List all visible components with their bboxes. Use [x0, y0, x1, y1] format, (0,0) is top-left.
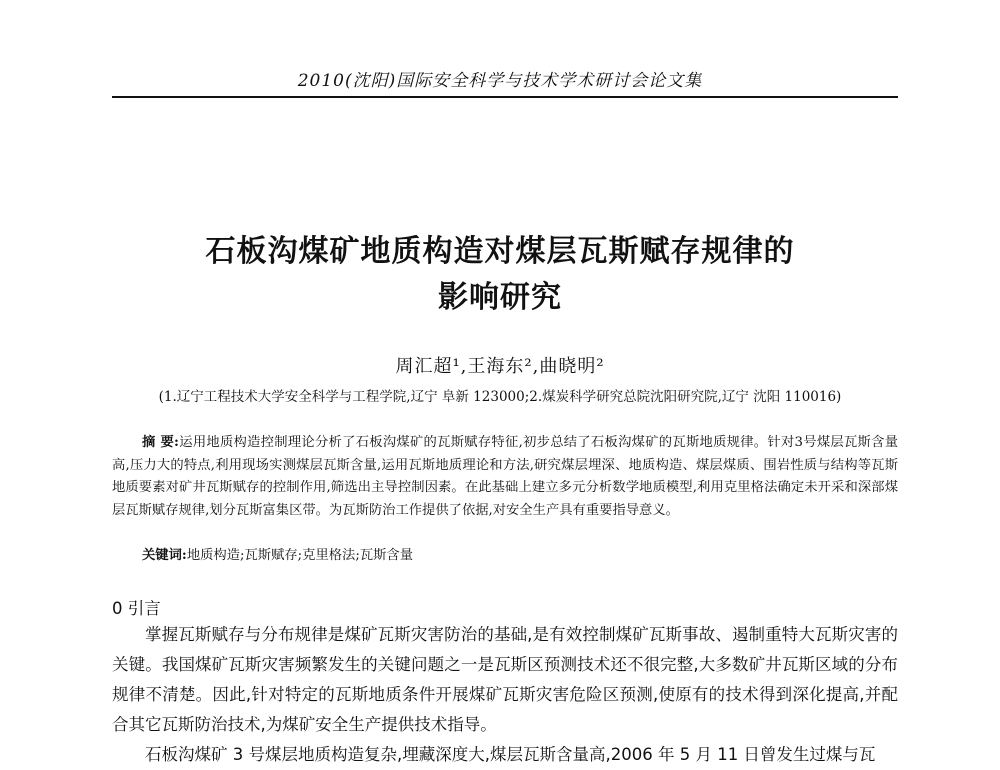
- running-header: 2010(沈阳)国际安全科学与技术学术研讨会论文集: [297, 71, 703, 91]
- paragraph: 石板沟煤矿 3 号煤层地质构造复杂,埋藏深度大,煤层瓦斯含量高,2006 年 5 月 11 日曾发生过煤与瓦: [145, 745, 876, 764]
- paper-title-line-2: 影响研究: [438, 280, 562, 315]
- authors: 周汇超¹,王海东²,曲晓明²: [395, 356, 605, 377]
- paper-title-line-1: 石板沟煤矿地质构造对煤层瓦斯赋存规律的: [205, 234, 795, 269]
- abstract-label: 摘 要:: [142, 435, 179, 450]
- header-rule: [112, 96, 898, 98]
- keywords-text: 地质构造;瓦斯赋存;克里格法;瓦斯含量: [186, 548, 414, 563]
- abstract: [112, 432, 898, 523]
- section-heading: 0 引言: [112, 599, 161, 618]
- paragraph: 掌握瓦斯赋存与分布规律是煤矿瓦斯灾害防治的基础,是有效控制煤矿瓦斯事故、遏制重特大瓦斯灾害的关键。我国煤矿瓦斯灾害频繁发生的关键问题之一是瓦斯区预测技术还不很完整,大多数矿井瓦斯区域的分布规律不清楚。因此,针对特定的瓦斯地质条件开展煤矿瓦斯灾害危险区预测,使原有的技术得到深化提高,并配合其它瓦斯防治技术,为煤矿安全生产提供技术指导。: [112, 625, 898, 734]
- keywords: [142, 545, 413, 567]
- abstract-text: 运用地质构造控制理论分析了石板沟煤矿的瓦斯赋存特征,初步总结了石板沟煤矿的瓦斯地质规律。针对3号煤层瓦斯含量高,压力大的特点,利用现场实测煤层瓦斯含量,运用瓦斯地质理论和方法,研究煤层埋深、地质构造、煤层煤质、围岩性质与结构等瓦斯地质要素对矿井瓦斯赋存的控制作用,筛选出主导控制因素。在此基础上建立多元分析数学地质模型,利用克里格法确定未开采和深部煤层瓦斯赋存规律,划分瓦斯富集区带。为瓦斯防治工作提供了依据,对安全生产具有重要指导意义。: [112, 435, 898, 519]
- body-text: [112, 620, 898, 770]
- affiliation: (1.辽宁工程技术大学安全科学与工程学院,辽宁 阜新 123000;2.煤炭科学研究总院沈阳研究院,辽宁 沈阳 110016): [158, 389, 842, 405]
- keywords-label: 关键词:: [142, 548, 187, 563]
